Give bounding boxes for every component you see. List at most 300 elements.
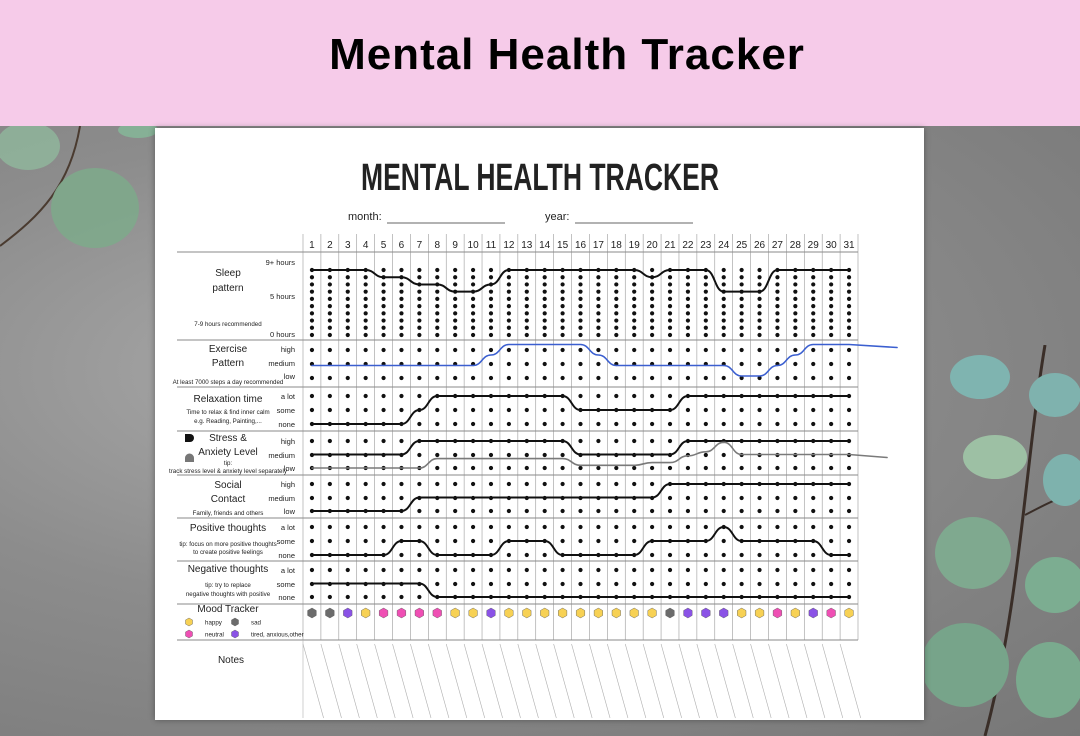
relaxation-dot: [722, 422, 726, 426]
negative-dot: [757, 582, 761, 586]
negative-dot: [417, 568, 421, 572]
positive-dot: [740, 553, 744, 557]
negative-dot: [399, 568, 403, 572]
positive-dot: [381, 525, 385, 529]
exercise-dot: [560, 376, 564, 380]
notes-line: [786, 644, 807, 718]
sleep-dot: [435, 297, 439, 301]
stress-dot: [722, 466, 726, 470]
positive-dot: [811, 525, 815, 529]
stress-dot: [596, 439, 600, 443]
mood-day-happy-icon: [469, 608, 478, 618]
sleep-dot: [686, 326, 690, 330]
positive-dot: [489, 539, 493, 543]
sleep-dot: [614, 326, 618, 330]
positive-dot: [632, 525, 636, 529]
stress-dot: [543, 453, 547, 457]
sleep-dot: [686, 282, 690, 286]
stress-dot: [686, 466, 690, 470]
sleep-dot: [578, 318, 582, 322]
social-dot: [525, 482, 529, 486]
sleep-dot: [596, 318, 600, 322]
sleep-dot: [847, 297, 851, 301]
sleep-dot: [668, 275, 672, 279]
day-number: 25: [736, 240, 748, 251]
sleep-dot: [650, 290, 654, 294]
banner: [0, 0, 1080, 126]
positive-dot: [632, 539, 636, 543]
sleep-dot: [722, 333, 726, 337]
sleep-dot: [740, 304, 744, 308]
exercise-dot: [435, 376, 439, 380]
relaxation-dot: [740, 408, 744, 412]
sleep-dot: [632, 297, 636, 301]
exercise-dot: [489, 348, 493, 352]
sleep-dot: [328, 326, 332, 330]
sleep-dot: [811, 304, 815, 308]
social-dot: [399, 496, 403, 500]
notes-label: Notes: [217, 655, 245, 666]
negative-level-label: none: [278, 593, 295, 602]
exercise-dot: [704, 348, 708, 352]
sleep-dot: [525, 297, 529, 301]
social-dot: [847, 496, 851, 500]
sleep-dot: [632, 290, 636, 294]
sleep-dot: [543, 311, 547, 315]
sleep-dot: [829, 318, 833, 322]
relaxation-dot: [704, 422, 708, 426]
sleep-dot: [471, 268, 475, 272]
sleep-dot: [811, 275, 815, 279]
negative-dot: [471, 568, 475, 572]
negative-dot: [686, 568, 690, 572]
negative-title: Negative thoughts: [187, 564, 269, 575]
social-dot: [614, 509, 618, 513]
day-number: 6: [398, 240, 405, 251]
sleep-dot: [381, 268, 385, 272]
sleep-dot: [686, 318, 690, 322]
relaxation-dot: [632, 422, 636, 426]
sleep-dot: [453, 275, 457, 279]
sleep-dot: [399, 297, 403, 301]
sleep-dot: [757, 304, 761, 308]
sleep-dot: [650, 326, 654, 330]
relaxation-dot: [596, 394, 600, 398]
negative-dot: [596, 582, 600, 586]
relaxation-dot: [489, 422, 493, 426]
exercise-dot: [328, 348, 332, 352]
exercise-dot: [578, 348, 582, 352]
positive-dot: [346, 525, 350, 529]
negative-level-label: a lot: [280, 566, 295, 575]
sleep-dot: [543, 297, 547, 301]
relaxation-dot: [668, 394, 672, 398]
sleep-dot: [829, 326, 833, 330]
sleep-dot: [417, 311, 421, 315]
positive-dot: [435, 525, 439, 529]
sleep-dot: [310, 311, 314, 315]
day-number: 15: [557, 240, 569, 251]
negative-dot: [811, 568, 815, 572]
sleep-dot: [399, 290, 403, 294]
social-dot: [757, 509, 761, 513]
relaxation-dot: [793, 408, 797, 412]
positive-dot: [310, 525, 314, 529]
notes-line: [500, 644, 521, 718]
social-dot: [596, 509, 600, 513]
relaxation-dot: [686, 408, 690, 412]
positive-dot: [757, 525, 761, 529]
relaxation-dot: [381, 408, 385, 412]
sleep-dot: [435, 290, 439, 294]
sleep-dot: [489, 268, 493, 272]
exercise-dot: [757, 362, 761, 366]
relaxation-dot: [435, 408, 439, 412]
day-number: 16: [574, 240, 587, 251]
negative-dot: [489, 568, 493, 572]
notes-line: [625, 644, 646, 718]
sleep-dot: [489, 304, 493, 308]
positive-dot: [435, 539, 439, 543]
sleep-dot: [560, 311, 564, 315]
social-dot: [507, 509, 511, 513]
exercise-dot: [847, 348, 851, 352]
social-dot: [829, 496, 833, 500]
mood-day-happy-icon: [630, 608, 639, 618]
sleep-dot: [847, 311, 851, 315]
exercise-dot: [793, 348, 797, 352]
mood-day-sad-icon: [308, 608, 317, 618]
notes-line: [679, 644, 700, 718]
day-number: 8: [434, 240, 441, 251]
positive-dot: [793, 553, 797, 557]
stress-dot: [364, 439, 368, 443]
social-dot: [543, 482, 547, 486]
negative-dot: [507, 568, 511, 572]
sleep-level-label: 5 hours: [269, 292, 295, 301]
mood-day-happy-icon: [648, 608, 657, 618]
mood-day-neutral-icon: [397, 608, 406, 618]
exercise-dot: [811, 362, 815, 366]
exercise-dot: [632, 348, 636, 352]
stress-dot: [507, 466, 511, 470]
exercise-dot: [829, 348, 833, 352]
exercise-dot: [722, 348, 726, 352]
sleep-dot: [686, 275, 690, 279]
relaxation-dot: [471, 422, 475, 426]
stress-dot: [668, 466, 672, 470]
negative-dot: [453, 582, 457, 586]
sleep-dot: [471, 297, 475, 301]
relaxation-dot: [453, 408, 457, 412]
social-dot: [328, 496, 332, 500]
social-dot: [847, 509, 851, 513]
stress-dot: [346, 439, 350, 443]
stress-dot: [560, 453, 564, 457]
sleep-dot: [775, 318, 779, 322]
sleep-dot: [668, 304, 672, 308]
relaxation-dot: [543, 422, 547, 426]
social-dot: [632, 509, 636, 513]
sleep-dot: [757, 311, 761, 315]
sleep-dot: [704, 333, 708, 337]
stress-dot: [650, 439, 654, 443]
positive-dot: [560, 525, 564, 529]
sleep-dot: [596, 326, 600, 330]
social-dot: [310, 496, 314, 500]
relaxation-note2: e.g. Reading, Painting,...: [194, 418, 262, 425]
negative-dot: [471, 582, 475, 586]
day-number: 26: [753, 240, 766, 251]
positive-dot: [614, 525, 618, 529]
relaxation-dot: [650, 394, 654, 398]
sleep-dot: [829, 304, 833, 308]
sleep-dot: [686, 297, 690, 301]
sleep-dot: [847, 275, 851, 279]
stress-dot: [543, 466, 547, 470]
negative-dot: [417, 595, 421, 599]
notes-line: [446, 644, 467, 718]
mood-legend-neutral-label: neutral: [205, 631, 224, 639]
exercise-dot: [686, 348, 690, 352]
sleep-dot: [381, 282, 385, 286]
social-dot: [417, 509, 421, 513]
sleep-dot: [722, 297, 726, 301]
stress-dot: [310, 439, 314, 443]
relaxation-dot: [686, 422, 690, 426]
sleep-dot: [614, 297, 618, 301]
sleep-dot: [489, 326, 493, 330]
stress-dot: [650, 466, 654, 470]
sleep-dot: [668, 290, 672, 294]
sleep-dot: [453, 304, 457, 308]
sleep-dot: [560, 275, 564, 279]
sleep-dot: [686, 311, 690, 315]
social-dot: [310, 482, 314, 486]
stress-tip1: tip:: [223, 460, 233, 467]
sleep-dot: [614, 275, 618, 279]
sleep-dot: [543, 304, 547, 308]
social-dot: [668, 496, 672, 500]
stress-marker-icon: [185, 434, 194, 442]
negative-dot: [829, 582, 833, 586]
relaxation-dot: [525, 422, 529, 426]
negative-dot: [614, 568, 618, 572]
sleep-dot: [829, 333, 833, 337]
stress-dot: [489, 466, 493, 470]
mood-legend-sad-label: sad: [251, 619, 261, 627]
positive-dot: [686, 525, 690, 529]
sleep-dot: [757, 318, 761, 322]
sleep-dot: [829, 311, 833, 315]
sleep-dot: [525, 304, 529, 308]
day-number: 23: [700, 240, 712, 251]
sleep-dot: [525, 333, 529, 337]
sleep-dot: [328, 275, 332, 279]
relaxation-dot: [310, 394, 314, 398]
sleep-dot: [740, 282, 744, 286]
stress-dot: [632, 466, 636, 470]
anxiety-marker-icon: [185, 454, 194, 463]
sleep-dot: [560, 318, 564, 322]
sleep-dot: [596, 304, 600, 308]
sleep-dot: [722, 311, 726, 315]
exercise-dot: [596, 376, 600, 380]
social-level-label: high: [280, 480, 295, 489]
positive-dot: [740, 525, 744, 529]
negative-dot: [489, 582, 493, 586]
sleep-dot: [417, 304, 421, 308]
sleep-dot: [668, 333, 672, 337]
relaxation-dot: [507, 422, 511, 426]
sleep-dot: [686, 304, 690, 308]
sleep-dot: [596, 297, 600, 301]
social-dot: [560, 482, 564, 486]
sleep-dot: [704, 304, 708, 308]
stress-dot: [757, 466, 761, 470]
social-dot: [614, 482, 618, 486]
sleep-dot: [793, 297, 797, 301]
exercise-dot: [811, 376, 815, 380]
stress-dot: [435, 466, 439, 470]
day-number: 7: [416, 240, 423, 251]
sleep-dot: [435, 268, 439, 272]
sleep-dot: [811, 318, 815, 322]
positive-title: Positive thoughts: [189, 523, 267, 534]
negative-dot: [381, 568, 385, 572]
notes-line: [464, 644, 485, 718]
mood-legend-tired-icon: [232, 630, 239, 638]
positive-dot: [310, 539, 314, 543]
exercise-dot: [328, 376, 332, 380]
mood-legend-tired-label: tired, anxious,other: [251, 631, 304, 639]
stress-level-label: low: [283, 464, 295, 473]
sleep-dot: [596, 290, 600, 294]
stress-dot: [381, 439, 385, 443]
positive-dot: [417, 525, 421, 529]
notes-line: [697, 644, 718, 718]
relaxation-dot: [722, 408, 726, 412]
stress-dot: [829, 466, 833, 470]
positive-dot: [757, 553, 761, 557]
sleep-dot: [507, 318, 511, 322]
sleep-dot: [811, 333, 815, 337]
sleep-dot: [453, 333, 457, 337]
negative-dot: [668, 568, 672, 572]
positive-dot: [364, 525, 368, 529]
sleep-dot: [507, 326, 511, 330]
year-label: year:: [545, 211, 570, 223]
stress-dot: [471, 466, 475, 470]
negative-tip1: tip: try to replace: [205, 582, 251, 589]
sleep-dot: [346, 326, 350, 330]
positive-dot: [686, 553, 690, 557]
sleep-dot: [346, 318, 350, 322]
social-dot: [722, 496, 726, 500]
sleep-dot: [650, 297, 654, 301]
sleep-dot: [525, 326, 529, 330]
sleep-dot: [399, 304, 403, 308]
sleep-dot: [543, 275, 547, 279]
notes-line: [661, 644, 682, 718]
sleep-dot: [399, 326, 403, 330]
sleep-dot: [471, 333, 475, 337]
exercise-dot: [364, 376, 368, 380]
sleep-dot: [560, 333, 564, 337]
exercise-dot: [722, 376, 726, 380]
day-number: 29: [807, 240, 819, 251]
notes-line: [822, 644, 843, 718]
stress-dot: [507, 453, 511, 457]
mood-day-happy-icon: [505, 608, 514, 618]
relaxation-dot: [310, 408, 314, 412]
sleep-dot: [560, 282, 564, 286]
exercise-dot: [507, 348, 511, 352]
positive-dot: [650, 525, 654, 529]
eucalyptus-right-icon: [925, 345, 1080, 736]
social-dot: [578, 482, 582, 486]
social-dot: [399, 482, 403, 486]
sleep-dot: [525, 275, 529, 279]
relaxation-dot: [704, 408, 708, 412]
sleep-dot: [614, 311, 618, 315]
sleep-dot: [489, 290, 493, 294]
social-dot: [793, 496, 797, 500]
sleep-dot: [381, 318, 385, 322]
sleep-dot: [722, 268, 726, 272]
sleep-dot: [668, 297, 672, 301]
sleep-dot: [829, 297, 833, 301]
exercise-dot: [847, 362, 851, 366]
notes-line: [607, 644, 628, 718]
relaxation-dot: [346, 408, 350, 412]
sleep-dot: [435, 311, 439, 315]
sleep-dot: [346, 290, 350, 294]
day-number: 3: [344, 240, 351, 251]
negative-dot: [381, 595, 385, 599]
negative-dot: [847, 582, 851, 586]
positive-tip2: to create positive feelings: [193, 549, 263, 556]
sleep-dot: [381, 311, 385, 315]
sleep-dot: [578, 282, 582, 286]
positive-dot: [471, 539, 475, 543]
exercise-dot: [346, 376, 350, 380]
positive-dot: [829, 539, 833, 543]
social-dot: [704, 496, 708, 500]
exercise-dot: [471, 376, 475, 380]
social-dot: [525, 509, 529, 513]
sleep-dot: [543, 333, 547, 337]
stress-dot: [525, 453, 529, 457]
relaxation-title: Relaxation time: [193, 394, 263, 405]
social-dot: [364, 482, 368, 486]
day-number: 17: [592, 240, 604, 251]
exercise-dot: [632, 376, 636, 380]
negative-dot: [543, 582, 547, 586]
positive-dot: [596, 525, 600, 529]
social-dot: [632, 482, 636, 486]
relaxation-dot: [525, 408, 529, 412]
sleep-dot: [632, 318, 636, 322]
sleep-dot: [417, 326, 421, 330]
exercise-dot: [435, 348, 439, 352]
sleep-dot: [650, 333, 654, 337]
sleep-dot: [740, 326, 744, 330]
exercise-dot: [740, 348, 744, 352]
negative-dot: [525, 582, 529, 586]
stress-dot: [399, 439, 403, 443]
positive-dot: [489, 525, 493, 529]
